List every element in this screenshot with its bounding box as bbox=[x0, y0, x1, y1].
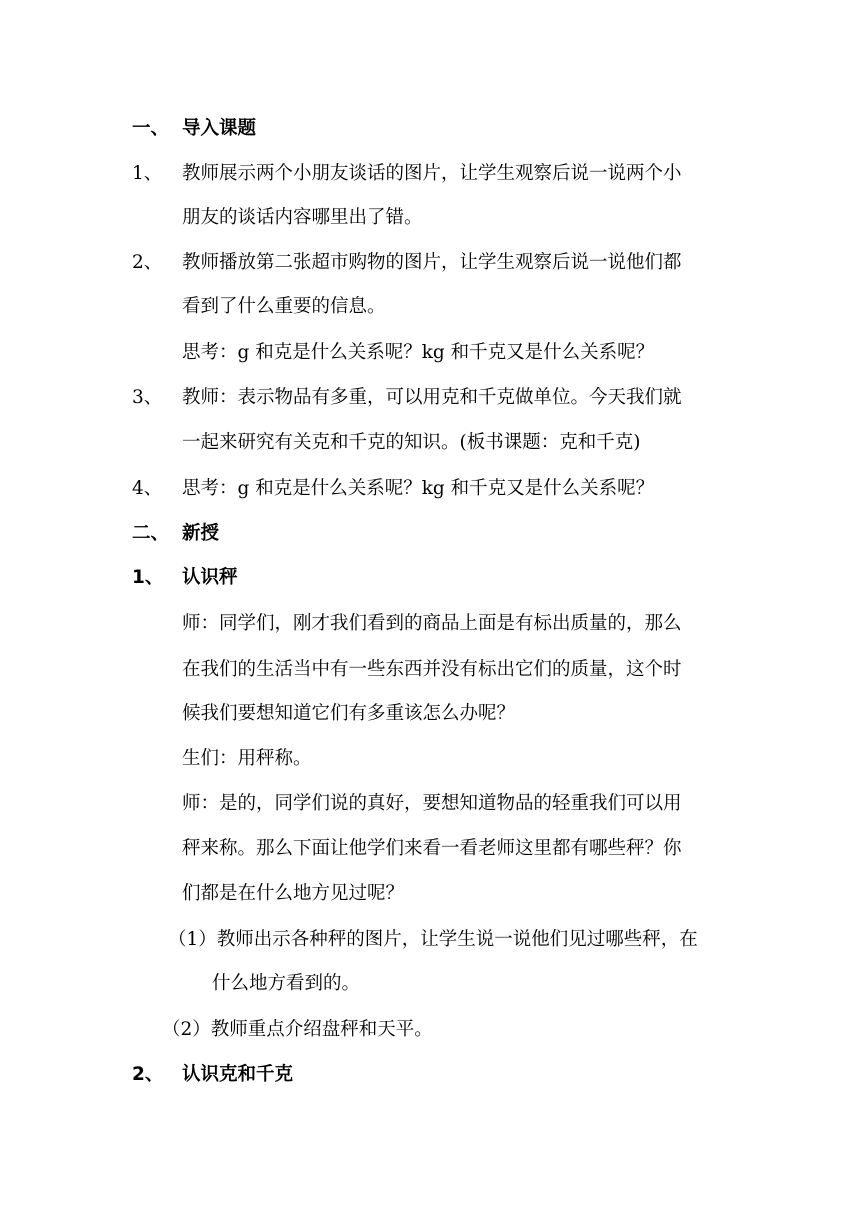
paragraph-line: 师：是的，同学们说的真好，要想知道物品的轻重我们可以用 bbox=[182, 793, 682, 814]
paragraph-line: 教师展示两个小朋友谈话的图片，让学生观察后说一说两个小 bbox=[182, 163, 682, 184]
item-number: 2、 bbox=[132, 252, 163, 273]
paragraph-line: 教师播放第二张超市购物的图片，让学生观察后说一说他们都 bbox=[182, 252, 682, 273]
item-number: 1、 bbox=[132, 163, 163, 184]
paragraph-line: 们都是在什么地方见过呢？ bbox=[182, 883, 405, 904]
item-number: 3、 bbox=[132, 387, 163, 408]
subsection-heading: 认识秤 bbox=[182, 567, 238, 588]
paragraph-line: 朋友的谈话内容哪里出了错。 bbox=[182, 207, 423, 228]
item-number: 4、 bbox=[132, 478, 163, 499]
paragraph-line: 候我们要想知道它们有多重该怎么办呢？ bbox=[182, 703, 516, 724]
paragraph-line: 一起来研究有关克和千克的知识。(板书课题：克和千克) bbox=[182, 432, 641, 453]
paragraph-line: 思考：g 和克是什么关系呢？kg 和千克又是什么关系呢？ bbox=[182, 478, 655, 499]
paragraph-line: 思考：g 和克是什么关系呢？kg 和千克又是什么关系呢？ bbox=[182, 342, 655, 363]
section-heading: 导入课题 bbox=[182, 118, 257, 139]
section-number: 一、 bbox=[132, 118, 170, 139]
paragraph-line: 生们：用秤称。 bbox=[182, 748, 312, 769]
paragraph-line: 秤来称。那么下面让他学们来看一看老师这里都有哪些秤？你 bbox=[182, 838, 682, 859]
section-heading: 新授 bbox=[182, 523, 220, 544]
list-item-line: （2）教师重点介绍盘秤和天平。 bbox=[162, 1019, 433, 1040]
paragraph-line: 教师：表示物品有多重，可以用克和千克做单位。今天我们就 bbox=[182, 387, 682, 408]
list-item-line: 什么地方看到的。 bbox=[212, 973, 361, 994]
section-number: 二、 bbox=[132, 523, 170, 544]
paragraph-line: 在我们的生活当中有一些东西并没有标出它们的质量，这个时 bbox=[182, 659, 682, 680]
subsection-heading: 认识克和千克 bbox=[182, 1064, 294, 1085]
subsection-number: 1、 bbox=[132, 567, 164, 588]
subsection-number: 2、 bbox=[132, 1064, 164, 1085]
paragraph-line: 师：同学们，刚才我们看到的商品上面是有标出质量的，那么 bbox=[182, 613, 682, 634]
paragraph-line: 看到了什么重要的信息。 bbox=[182, 296, 386, 317]
list-item-line: （1）教师出示各种秤的图片，让学生说一说他们见过哪些秤，在 bbox=[168, 929, 698, 950]
